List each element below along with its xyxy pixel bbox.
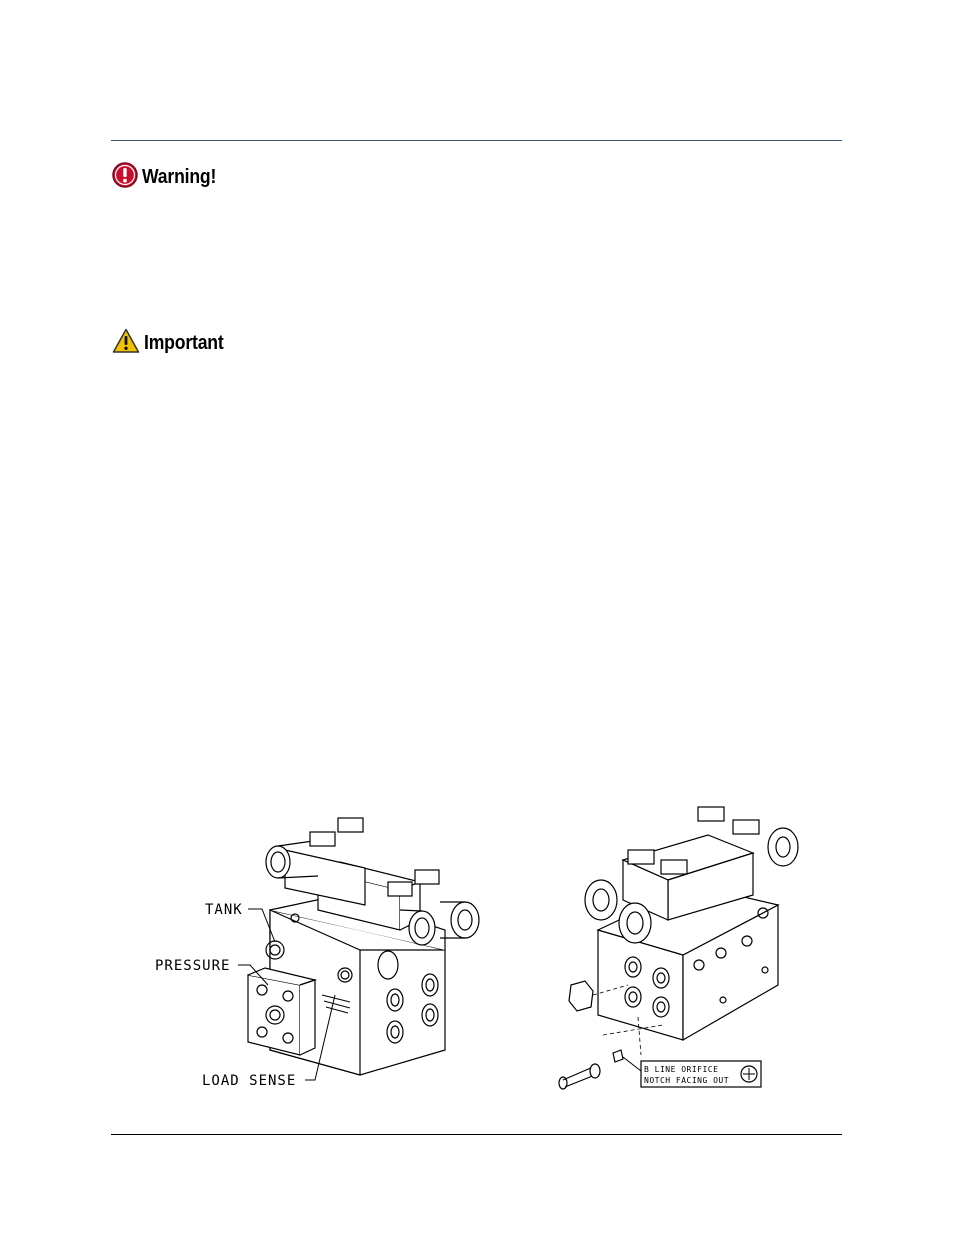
manifold-drawing-left xyxy=(150,810,480,1100)
warning-triangle-icon xyxy=(112,328,140,359)
exclamation-circle-icon xyxy=(112,162,138,193)
warning-heading: Warning! xyxy=(142,166,217,188)
bottom-rule xyxy=(111,1134,842,1135)
load-sense-label: LOAD SENSE xyxy=(202,1073,297,1089)
pressure-label: PRESSURE xyxy=(155,958,231,974)
important-callout xyxy=(112,328,234,359)
manifold-drawing-right xyxy=(553,795,803,1095)
warning-callout xyxy=(112,162,226,193)
tank-label: TANK xyxy=(205,902,243,918)
important-heading: Important xyxy=(144,332,224,354)
top-rule xyxy=(111,140,842,141)
orifice-note-line1: B LINE ORIFICE xyxy=(644,1065,719,1074)
orifice-note-line2: NOTCH FACING OUT xyxy=(644,1076,730,1085)
